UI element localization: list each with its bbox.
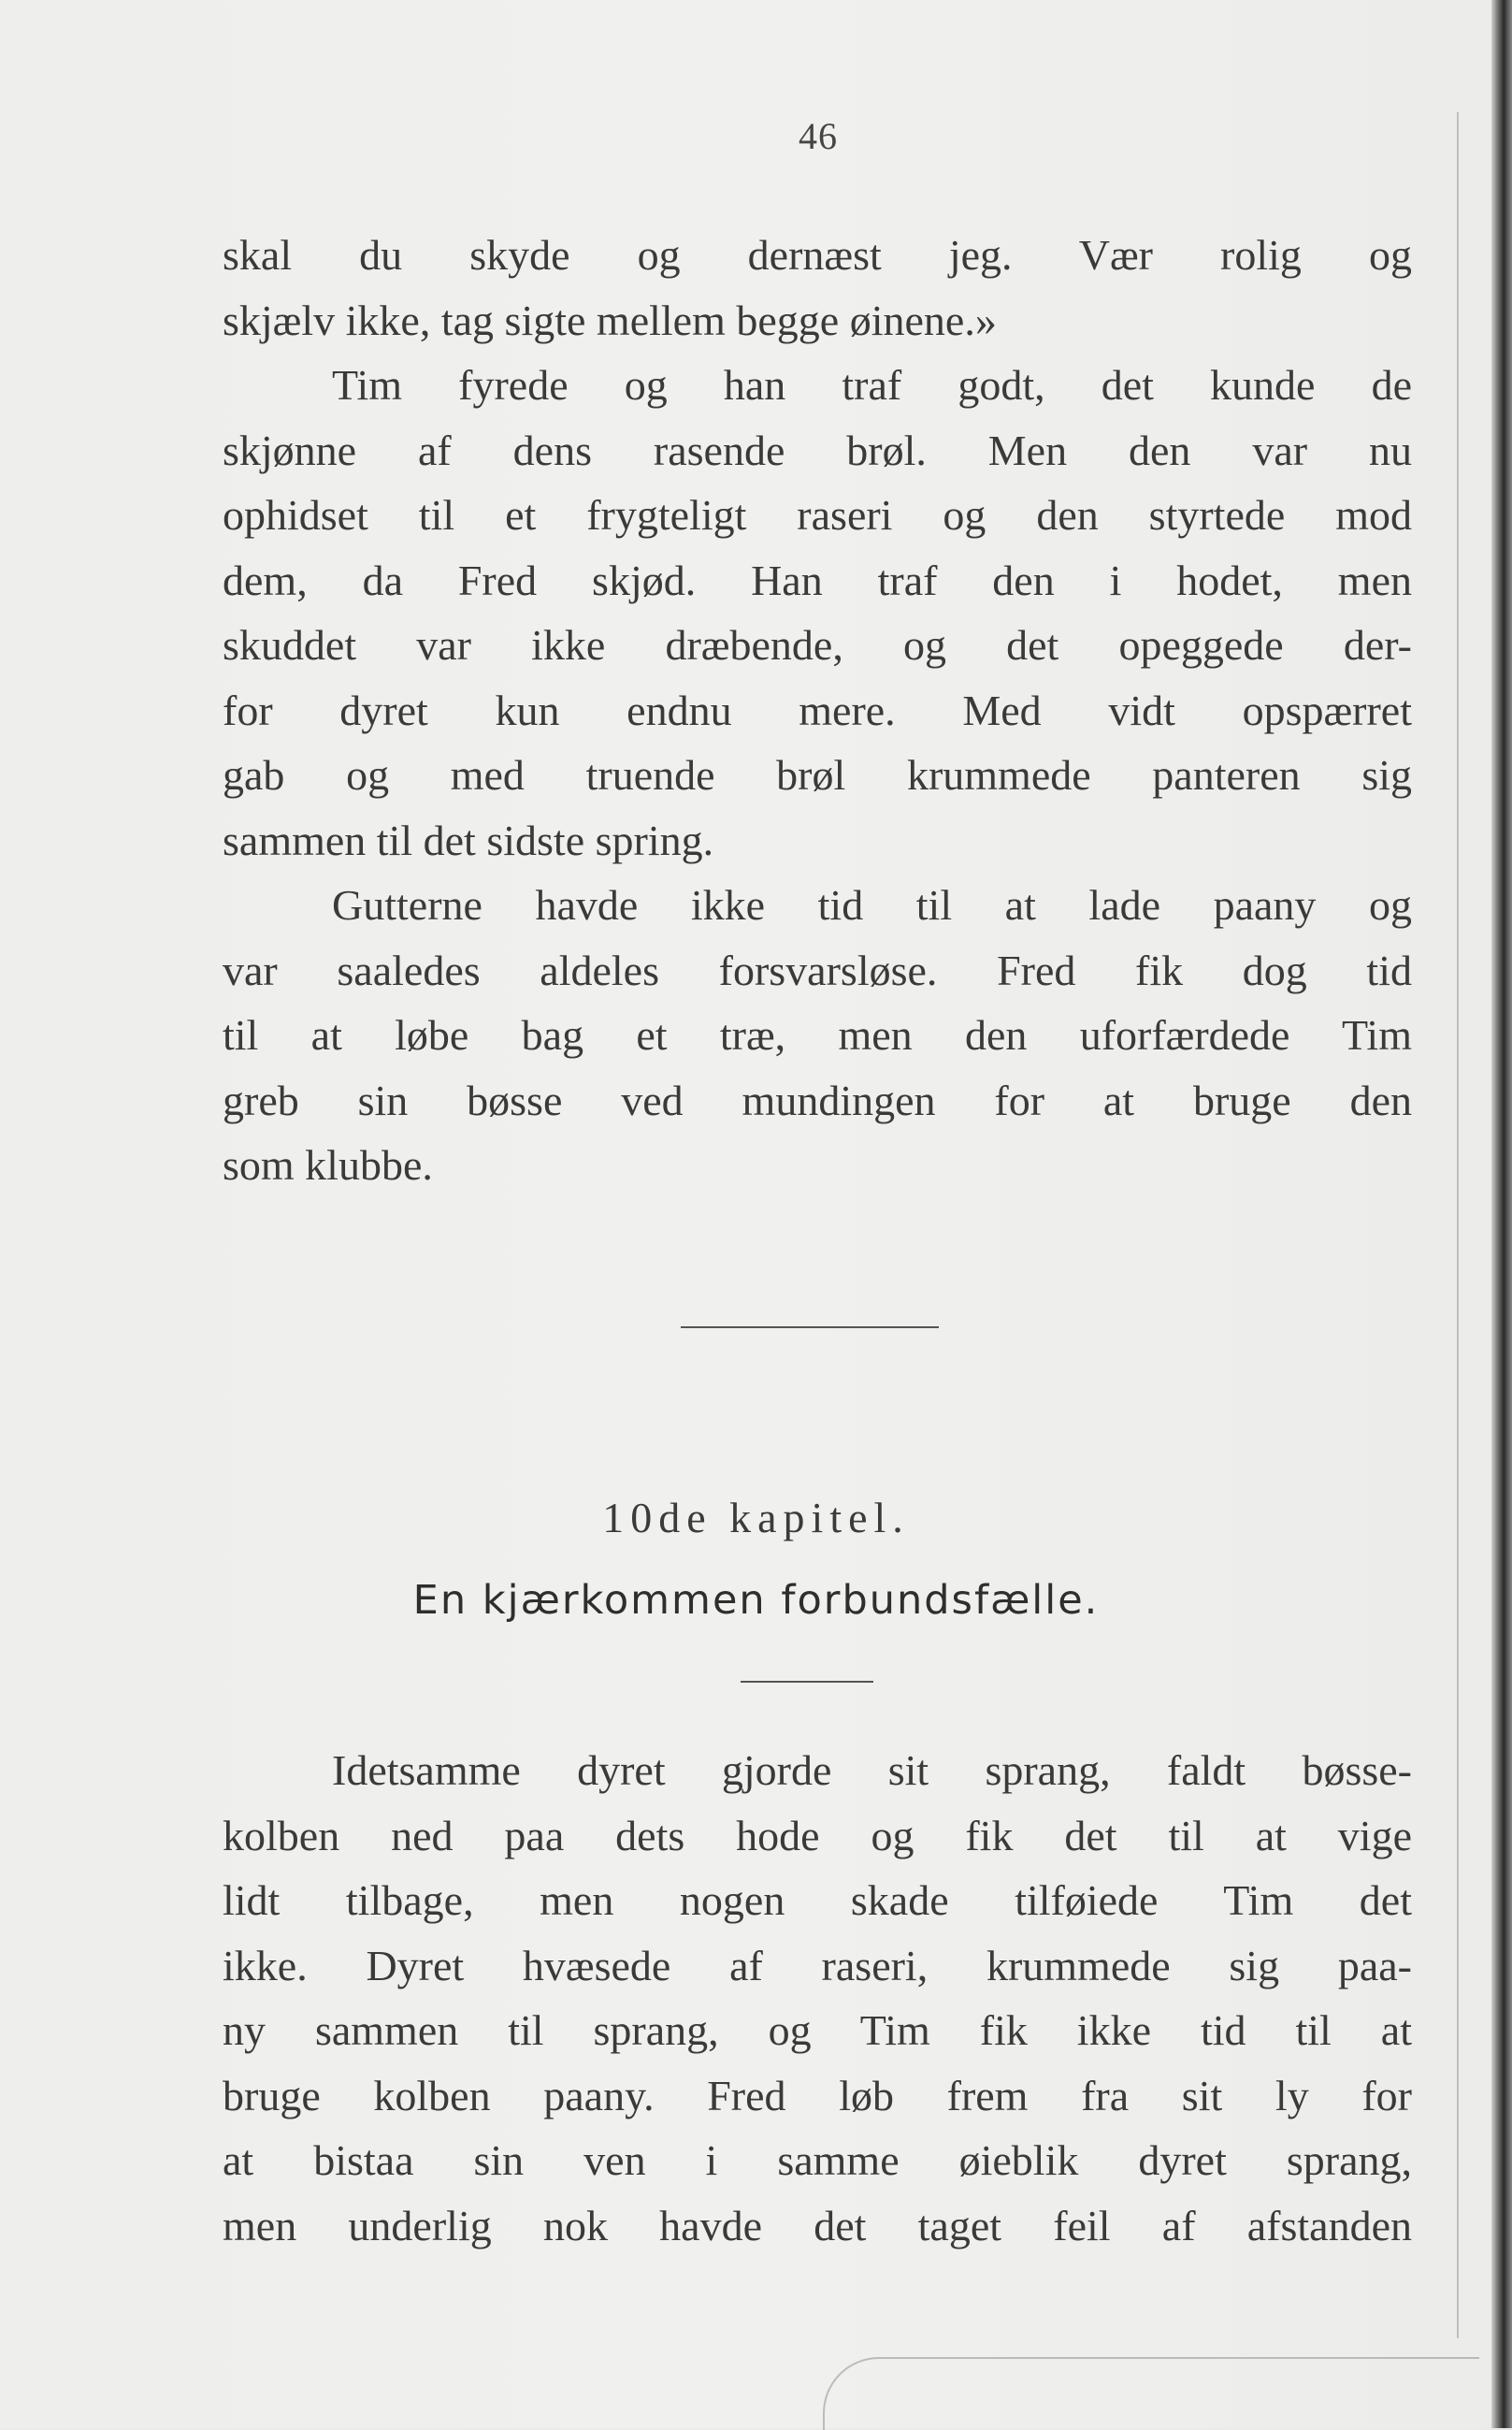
paragraph-continued	[223, 223, 1412, 353]
paragraph-tim	[223, 353, 1412, 873]
book-spine-edge	[1491, 0, 1512, 2428]
text-line: som klubbe.	[223, 1141, 433, 1189]
text-line: for dyret kun endnu mere. Med vidt opspærret	[223, 686, 1412, 734]
text-line: at bistaa sin ven i samme øieblik dyret sprang,	[223, 2136, 1412, 2184]
text-line: Idetsamme dyret gjorde sit sprang, faldt bøsse-	[332, 1746, 1412, 1794]
page-edge-line	[1457, 112, 1459, 2338]
text-line: Tim fyrede og han traf godt, det kunde de	[332, 361, 1412, 409]
chapter-number: 10de kapitel.	[602, 1494, 910, 1541]
title-underline	[741, 1681, 873, 1683]
text-line: Gutterne havde ikke tid til at lade paany og	[332, 881, 1412, 929]
text-line: greb sin bøsse ved mundingen for at bruge den	[223, 1076, 1412, 1124]
text-line: dem, da Fred skjød. Han traf den i hodet, men	[223, 556, 1412, 604]
paragraph-idetsamme	[223, 1738, 1412, 2258]
text-line: skjælv ikke, tag sigte mellem begge øinene.»	[223, 296, 997, 344]
paragraph-gutterne	[223, 873, 1412, 1198]
text-line: sammen til det sidste spring.	[223, 816, 714, 864]
text-line: lidt tilbage, men nogen skade tilføiede Tim det	[223, 1876, 1412, 1924]
text-line: skuddet var ikke dræbende, og det opeggede der-	[223, 621, 1412, 669]
section-divider	[681, 1326, 939, 1328]
text-line: bruge kolben paany. Fred løb frem fra sit ly for	[223, 2071, 1412, 2119]
text-line: skjønne af dens rasende brøl. Men den var nu	[223, 426, 1412, 474]
text-line: til at løbe bag et træ, men den uforfærdede Tim	[223, 1011, 1412, 1059]
text-line: ophidset til et frygteligt raseri og den styrtede mod	[223, 491, 1412, 539]
text-line: kolben ned paa dets hode og fik det til at vige	[223, 1811, 1412, 1859]
text-line: ny sammen til sprang, og Tim fik ikke tid til at	[223, 2006, 1412, 2054]
chapter-title: En kjærkommen forbundsfælle.	[412, 1577, 1100, 1624]
text-line: gab og med truende brøl krummede panteren sig	[223, 751, 1412, 799]
text-line: skal du skyde og dernæst jeg. Vær rolig og	[223, 231, 1412, 279]
page-curl	[823, 2357, 1479, 2430]
page-number: 46	[799, 115, 838, 157]
text-line: ikke. Dyret hvæsede af raseri, krummede sig paa-	[223, 1941, 1412, 1989]
text-line: men underlig nok havde det taget feil af afstanden	[223, 2201, 1412, 2249]
text-line: var saaledes aldeles forsvarsløse. Fred fik dog tid	[223, 946, 1412, 994]
